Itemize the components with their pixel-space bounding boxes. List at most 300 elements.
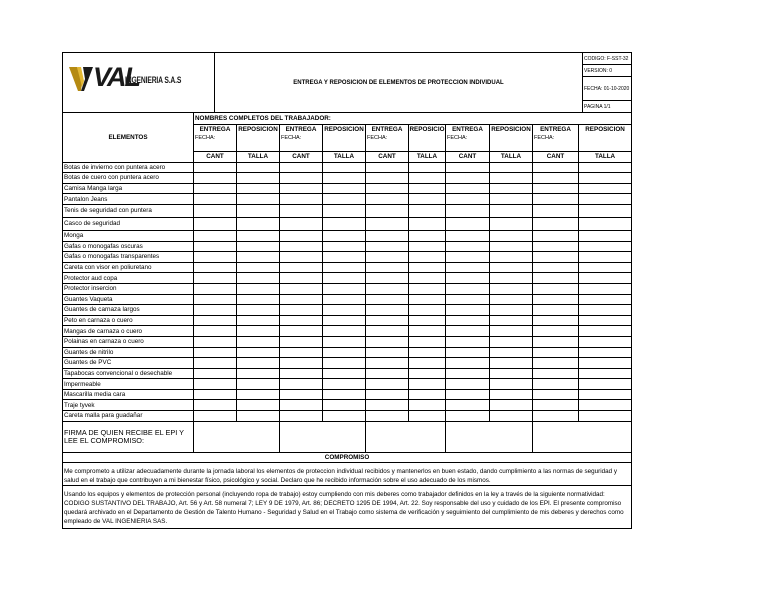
talla-input-cell[interactable] [237,400,280,411]
talla-input-cell[interactable] [490,294,533,305]
cant-input-cell[interactable] [280,273,323,284]
talla-input-cell[interactable] [237,326,280,337]
cant-input-cell[interactable] [446,294,490,305]
cant-input-cell[interactable] [366,368,409,379]
item-label: Impermeable [63,379,194,390]
cant-input-cell[interactable] [194,241,237,252]
talla-input-cell[interactable] [490,400,533,411]
cant-input-cell[interactable] [533,194,579,205]
cant-input-cell[interactable] [194,389,237,400]
talla-input-cell[interactable] [409,315,446,326]
cant-input-cell[interactable] [533,347,579,358]
talla-input-cell[interactable] [237,217,280,230]
talla-input-cell[interactable] [490,326,533,337]
cant-input-cell[interactable] [280,252,323,263]
talla-input-cell[interactable] [409,411,446,422]
item-row [63,368,632,379]
cant-input-cell[interactable] [194,326,237,337]
reposicion-header-2: REPOSICION [323,125,366,152]
cant-input-cell[interactable] [366,194,409,205]
cant-input-cell[interactable] [194,400,237,411]
talla-input-cell[interactable] [409,283,446,294]
talla-input-cell[interactable] [490,252,533,263]
entrega-header-4 [446,125,490,152]
talla-input-cell[interactable] [579,305,632,316]
talla-input-cell[interactable] [323,194,366,205]
cant-input-cell[interactable] [366,230,409,241]
talla-input-cell[interactable] [323,162,366,173]
cant-input-cell[interactable] [280,217,323,230]
talla-input-cell[interactable] [490,389,533,400]
cant-input-cell[interactable] [280,305,323,316]
item-label: Careta malla para guadañar [63,411,194,422]
talla-input-cell[interactable] [490,262,533,273]
talla-input-cell[interactable] [323,368,366,379]
cant-input-cell[interactable] [533,252,579,263]
cant-input-cell[interactable] [194,411,237,422]
talla-input-cell[interactable] [490,173,533,184]
cant-input-cell[interactable] [194,262,237,273]
cant-input-cell[interactable] [533,283,579,294]
cant-input-cell[interactable] [446,379,490,390]
talla-input-cell[interactable] [237,204,280,217]
cant-input-cell[interactable] [533,400,579,411]
reposicion-header-4: REPOSICION [490,125,533,152]
talla-input-cell[interactable] [579,347,632,358]
fecha-label: FECHA: [447,135,468,141]
talla-input-cell[interactable] [579,162,632,173]
item-label: Pantalon Jeans [63,194,194,205]
cant-input-cell[interactable] [366,336,409,347]
talla-input-cell[interactable] [323,252,366,263]
cant-input-cell[interactable] [366,305,409,316]
item-row [63,411,632,422]
entrega-label: ENTREGA [371,126,403,133]
cant-input-cell[interactable] [366,183,409,194]
talla-input-cell[interactable] [409,162,446,173]
talla-input-cell[interactable] [409,230,446,241]
talla-input-cell[interactable] [579,273,632,284]
cant-input-cell[interactable] [366,241,409,252]
cant-input-cell[interactable] [194,162,237,173]
talla-input-cell[interactable] [490,230,533,241]
talla-input-cell[interactable] [579,411,632,422]
talla-input-cell[interactable] [237,305,280,316]
talla-input-cell[interactable] [490,204,533,217]
cant-input-cell[interactable] [446,230,490,241]
talla-input-cell[interactable] [323,262,366,273]
fecha-label: FECHA: [195,135,216,141]
cant-input-cell[interactable] [194,294,237,305]
talla-input-cell[interactable] [323,217,366,230]
talla-input-cell[interactable] [579,252,632,263]
firma-cell-3[interactable] [366,421,446,452]
talla-input-cell[interactable] [409,252,446,263]
talla-input-cell[interactable] [237,283,280,294]
cant-input-cell[interactable] [446,204,490,217]
talla-input-cell[interactable] [579,379,632,390]
talla-input-cell[interactable] [237,273,280,284]
company-logo [69,62,182,92]
cant-header-5: CANT [533,152,579,163]
talla-input-cell[interactable] [409,241,446,252]
talla-input-cell[interactable] [579,358,632,369]
cant-input-cell[interactable] [280,183,323,194]
talla-input-cell[interactable] [579,326,632,337]
cant-input-cell[interactable] [533,315,579,326]
cant-input-cell[interactable] [366,411,409,422]
cant-input-cell[interactable] [446,315,490,326]
fecha-cell: FECHA: 01-10-2020 [583,77,632,101]
talla-input-cell[interactable] [237,336,280,347]
item-row [63,326,632,337]
cant-input-cell[interactable] [533,326,579,337]
cant-input-cell[interactable] [533,230,579,241]
elements-table [62,113,632,529]
talla-input-cell[interactable] [409,305,446,316]
entrega-label: ENTREGA [199,126,231,133]
talla-input-cell[interactable] [579,283,632,294]
cant-input-cell[interactable] [533,173,579,184]
cant-input-cell[interactable] [194,230,237,241]
cant-input-cell[interactable] [533,273,579,284]
cant-input-cell[interactable] [446,326,490,337]
talla-input-cell[interactable] [579,194,632,205]
cant-input-cell[interactable] [366,379,409,390]
cant-input-cell[interactable] [366,326,409,337]
talla-input-cell[interactable] [579,400,632,411]
cant-input-cell[interactable] [446,358,490,369]
cant-input-cell[interactable] [366,283,409,294]
cant-input-cell[interactable] [280,347,323,358]
talla-input-cell[interactable] [323,336,366,347]
talla-input-cell[interactable] [323,326,366,337]
talla-input-cell[interactable] [237,162,280,173]
talla-input-cell[interactable] [409,379,446,390]
talla-input-cell[interactable] [579,183,632,194]
cant-input-cell[interactable] [446,368,490,379]
talla-input-cell[interactable] [490,347,533,358]
talla-input-cell[interactable] [237,294,280,305]
talla-input-cell[interactable] [237,368,280,379]
talla-input-cell[interactable] [323,315,366,326]
cant-input-cell[interactable] [446,162,490,173]
talla-input-cell[interactable] [579,336,632,347]
talla-input-cell[interactable] [323,183,366,194]
talla-input-cell[interactable] [579,262,632,273]
cant-input-cell[interactable] [446,173,490,184]
talla-input-cell[interactable] [237,173,280,184]
cant-input-cell[interactable] [280,162,323,173]
talla-input-cell[interactable] [237,183,280,194]
item-row [63,217,632,230]
item-row [63,162,632,173]
talla-input-cell[interactable] [323,305,366,316]
talla-input-cell[interactable] [323,283,366,294]
entrega-header-3 [366,125,409,152]
talla-input-cell[interactable] [409,326,446,337]
firma-cell-5[interactable] [533,421,632,452]
cant-input-cell[interactable] [533,336,579,347]
cant-input-cell[interactable] [533,204,579,217]
cant-input-cell[interactable] [194,336,237,347]
talla-input-cell[interactable] [490,194,533,205]
item-row [63,400,632,411]
cant-input-cell[interactable] [533,389,579,400]
talla-input-cell[interactable] [490,315,533,326]
cant-input-cell[interactable] [533,262,579,273]
cant-input-cell[interactable] [533,217,579,230]
cant-input-cell[interactable] [366,358,409,369]
cant-input-cell[interactable] [366,400,409,411]
logo-sub-text: INGENIERIA S.A.S [125,75,182,85]
item-label: Careta con visor en poliuretano [63,262,194,273]
cant-input-cell[interactable] [366,294,409,305]
cant-input-cell[interactable] [446,273,490,284]
firma-cell-4[interactable] [446,421,533,452]
cant-input-cell[interactable] [366,273,409,284]
talla-input-cell[interactable] [237,389,280,400]
talla-header-5: TALLA [579,152,632,163]
cant-input-cell[interactable] [280,294,323,305]
firma-label: FIRMA DE QUIEN RECIBE EL EPI Y LEE EL COMPROMISO: [63,421,194,452]
cant-input-cell[interactable] [366,252,409,263]
cant-input-cell[interactable] [280,204,323,217]
talla-input-cell[interactable] [490,411,533,422]
item-row [63,305,632,316]
talla-input-cell[interactable] [323,389,366,400]
talla-input-cell[interactable] [579,230,632,241]
talla-input-cell[interactable] [579,173,632,184]
item-row [63,230,632,241]
cant-input-cell[interactable] [446,241,490,252]
cant-input-cell[interactable] [194,379,237,390]
talla-input-cell[interactable] [323,347,366,358]
cant-input-cell[interactable] [446,347,490,358]
cant-input-cell[interactable] [446,194,490,205]
talla-input-cell[interactable] [490,162,533,173]
cant-input-cell[interactable] [366,204,409,217]
cant-input-cell[interactable] [280,358,323,369]
worker-name-field[interactable]: NOMBRES COMPLETOS DEL TRABAJADOR: [194,113,632,125]
talla-input-cell[interactable] [579,241,632,252]
cant-input-cell[interactable] [533,368,579,379]
cant-input-cell[interactable] [194,173,237,184]
cant-input-cell[interactable] [533,162,579,173]
logo-main-text: VAL [93,62,139,92]
talla-input-cell[interactable] [579,217,632,230]
cant-input-cell[interactable] [280,368,323,379]
entrega-label: ENTREGA [285,126,317,133]
cant-input-cell[interactable] [194,283,237,294]
cant-input-cell[interactable] [194,273,237,284]
compromiso-text: Me comprometo a utilizar adecuadamente durante la jornada laboral los elementos de proteccion individual recibidos y mantenerlos en buen estado, dando cumplimiento a las normas de seguridad y salud en el trabajo que contribuyen a mi bienestar físico, psicológico y social. Declaro que he recibido información sobre el uso adecuado de los mismos. [63,463,632,486]
talla-input-cell[interactable] [409,183,446,194]
item-row [63,347,632,358]
cant-input-cell[interactable] [446,389,490,400]
cant-input-cell[interactable] [446,252,490,263]
talla-input-cell[interactable] [490,358,533,369]
firma-cell-2[interactable] [280,421,366,452]
talla-input-cell[interactable] [323,294,366,305]
cant-input-cell[interactable] [446,305,490,316]
talla-input-cell[interactable] [409,389,446,400]
cant-input-cell[interactable] [446,411,490,422]
talla-input-cell[interactable] [409,204,446,217]
talla-input-cell[interactable] [323,379,366,390]
form-title: ENTREGA Y REPOSICION DE ELEMENTOS DE PROTECCION INDIVIDUAL [215,53,583,113]
cant-input-cell[interactable] [446,262,490,273]
cant-input-cell[interactable] [280,315,323,326]
talla-input-cell[interactable] [490,273,533,284]
cant-input-cell[interactable] [366,315,409,326]
cant-input-cell[interactable] [194,194,237,205]
talla-input-cell[interactable] [237,379,280,390]
item-row [63,389,632,400]
talla-input-cell[interactable] [409,194,446,205]
cant-input-cell[interactable] [280,194,323,205]
cant-input-cell[interactable] [194,315,237,326]
talla-input-cell[interactable] [409,368,446,379]
cant-input-cell[interactable] [533,358,579,369]
cant-input-cell[interactable] [280,326,323,337]
cant-input-cell[interactable] [366,262,409,273]
talla-input-cell[interactable] [409,294,446,305]
talla-input-cell[interactable] [409,173,446,184]
talla-input-cell[interactable] [490,336,533,347]
cant-input-cell[interactable] [194,204,237,217]
talla-input-cell[interactable] [579,368,632,379]
talla-input-cell[interactable] [323,273,366,284]
talla-input-cell[interactable] [237,252,280,263]
talla-input-cell[interactable] [579,389,632,400]
cant-input-cell[interactable] [194,368,237,379]
talla-input-cell[interactable] [323,358,366,369]
cant-input-cell[interactable] [533,183,579,194]
cant-input-cell[interactable] [280,389,323,400]
talla-input-cell[interactable] [409,358,446,369]
item-label: Guantes de nitrilo [63,347,194,358]
talla-input-cell[interactable] [409,262,446,273]
reposicion-header-5: REPOSICION [579,125,632,152]
cant-input-cell[interactable] [280,400,323,411]
talla-input-cell[interactable] [579,294,632,305]
cant-input-cell[interactable] [366,347,409,358]
cant-input-cell[interactable] [446,400,490,411]
talla-input-cell[interactable] [409,217,446,230]
cant-input-cell[interactable] [280,283,323,294]
cant-header-2: CANT [280,152,323,163]
talla-input-cell[interactable] [323,173,366,184]
talla-input-cell[interactable] [237,230,280,241]
cant-input-cell[interactable] [280,262,323,273]
talla-header-4: TALLA [490,152,533,163]
talla-input-cell[interactable] [490,283,533,294]
talla-input-cell[interactable] [579,204,632,217]
talla-input-cell[interactable] [490,368,533,379]
cant-input-cell[interactable] [280,230,323,241]
talla-input-cell[interactable] [409,273,446,284]
version-cell: VERSION: 0 [583,65,632,77]
talla-input-cell[interactable] [237,241,280,252]
cant-input-cell[interactable] [194,217,237,230]
talla-input-cell[interactable] [409,347,446,358]
cant-input-cell[interactable] [194,252,237,263]
entrega-label: ENTREGA [540,126,571,133]
cant-input-cell[interactable] [280,411,323,422]
cant-input-cell[interactable] [194,347,237,358]
talla-input-cell[interactable] [490,217,533,230]
cant-input-cell[interactable] [533,294,579,305]
talla-input-cell[interactable] [237,315,280,326]
cant-input-cell[interactable] [533,411,579,422]
cant-input-cell[interactable] [446,183,490,194]
item-row [63,336,632,347]
talla-input-cell[interactable] [323,204,366,217]
cant-input-cell[interactable] [280,379,323,390]
talla-input-cell[interactable] [237,411,280,422]
cant-input-cell[interactable] [366,162,409,173]
cant-input-cell[interactable] [533,241,579,252]
talla-input-cell[interactable] [323,400,366,411]
cant-input-cell[interactable] [194,305,237,316]
talla-input-cell[interactable] [237,358,280,369]
cant-input-cell[interactable] [446,336,490,347]
logo-cell [63,53,215,113]
cant-input-cell[interactable] [280,336,323,347]
cant-input-cell[interactable] [446,217,490,230]
cant-input-cell[interactable] [366,217,409,230]
reposicion-header-3: REPOSICIO [409,125,446,152]
legal-text: Usando los equipos y elementos de protección personal (incluyendo ropa de trabajo) estoy cumpliendo con mis deberes como trabajador definidos en la ley a través de la siguiente normatividad: CODIGO SUSTANTIVO DEL TRABAJO, Art. 56 y Art. 58 numeral 7; LEY 9 DE 1979, Art. 86; DECRETO 1295 DE 1994, Art. 22. Soy responsable del uso y cuidado de los EPI. El presente compromiso quedará archivado en el Departamento de Gestión de Talento Humano - Seguridad y Salud en el Trabajo como sistema de verificación y seguimiento del cumplimiento de mis deberes y derechos como empleado de VAL INGENIERIA SAS. [63,486,632,529]
talla-input-cell[interactable] [409,336,446,347]
cant-input-cell[interactable] [280,173,323,184]
cant-input-cell[interactable] [446,283,490,294]
talla-input-cell[interactable] [323,241,366,252]
item-label: Botas de invierno con puntera acero [63,162,194,173]
firma-cell-1[interactable] [194,421,280,452]
talla-input-cell[interactable] [237,262,280,273]
item-row [63,173,632,184]
entrega-label: ENTREGA [452,126,483,133]
cant-input-cell[interactable] [533,305,579,316]
cant-input-cell[interactable] [280,241,323,252]
talla-input-cell[interactable] [490,305,533,316]
reposicion-header-1: REPOSICION [237,125,280,152]
cant-input-cell[interactable] [194,358,237,369]
entrega-header-2 [280,125,323,152]
talla-input-cell[interactable] [323,230,366,241]
talla-input-cell[interactable] [490,379,533,390]
item-label: Camisa Manga larga [63,183,194,194]
item-label: Mangas de carnaza o cuero [63,326,194,337]
cant-input-cell[interactable] [366,173,409,184]
cant-input-cell[interactable] [194,183,237,194]
talla-input-cell[interactable] [490,183,533,194]
talla-input-cell[interactable] [237,347,280,358]
talla-input-cell[interactable] [490,241,533,252]
item-row [63,204,632,217]
cant-header-1: CANT [194,152,237,163]
cant-input-cell[interactable] [366,389,409,400]
talla-input-cell[interactable] [237,194,280,205]
fecha-label: FECHA: [534,135,555,141]
talla-input-cell[interactable] [409,400,446,411]
talla-input-cell[interactable] [323,411,366,422]
cant-input-cell[interactable] [533,379,579,390]
entrega-header-1 [194,125,237,152]
talla-input-cell[interactable] [579,315,632,326]
